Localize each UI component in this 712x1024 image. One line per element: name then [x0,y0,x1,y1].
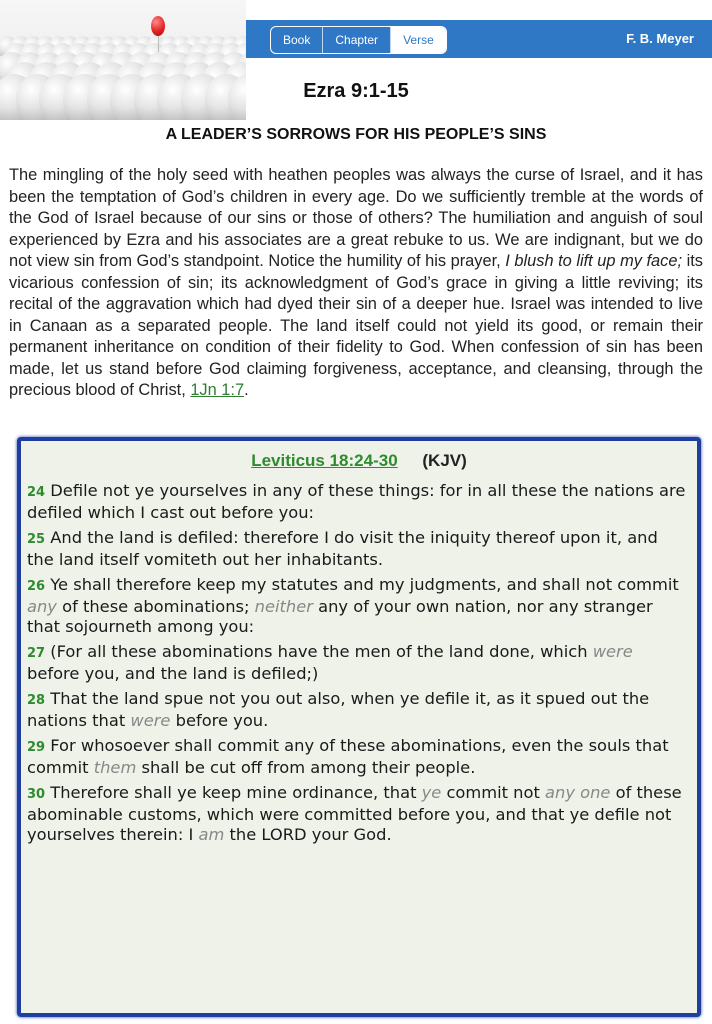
verse-28 [27,689,687,731]
author-name: F. B. Meyer [626,31,694,46]
verse-25 [27,528,687,570]
verse-number: 25 [27,532,46,547]
verse-text: of these abominable customs, which were committed before you, and that ye defile not yourselves therein: I [27,783,682,844]
verse-text: before you, and the land is defiled;) [27,664,319,683]
verse-29 [27,736,687,778]
verse-number: 28 [27,693,46,708]
verse-27 [27,642,687,684]
passage-title: Ezra 9:1-15 [303,80,409,102]
devotional-heading: A LEADER’S SORROWS FOR HIS PEOPLE’S SINS [165,126,547,143]
verse-text: Defile not ye yourselves in any of these things: for in all these the nations are defiled which I cast out before you: [27,481,686,522]
verse-number: 24 [27,485,46,500]
verse-number: 29 [27,740,46,755]
verse-italic-text: them [93,758,137,777]
verse-text: Therefore shall ye keep mine ordinance, that [45,783,422,802]
verse-text: of these abominations; [56,597,255,616]
verse-24 [27,481,687,523]
verse-italic-text: any one [545,783,611,802]
balloons-image [0,0,246,120]
red-balloon [151,16,165,36]
top-bar [246,20,712,58]
verse-text: And the land is defiled: therefore I do visit the iniquity thereof upon it, and the land itself vomiteth out her inhabitants. [27,528,658,569]
tab-chapter[interactable]: Chapter [323,27,391,53]
verse-italic-text: ye [421,783,442,802]
balloon-string [158,36,159,52]
devotional-body [9,165,703,402]
verse-text: shall be cut off from among their people. [136,758,476,777]
verse-italic-text: any [27,597,57,616]
kjv-header [21,451,697,471]
view-segmented-control [270,26,447,54]
verse-text: the LORD your God. [224,825,392,844]
verse-number: 27 [27,646,46,661]
verse-text: Ye shall therefore keep my statutes and my judgments, and shall not commit [45,575,679,594]
kjv-passage-box [17,437,701,1017]
verse-italic-text: am [198,825,225,844]
tab-verse[interactable]: Verse [391,27,446,53]
verse-30 [27,783,687,845]
body-quote: I blush to lift up my face; [505,252,683,270]
verse-italic-text: were [130,711,171,730]
verse-italic-text: were [592,642,633,661]
verse-text: before you. [170,711,269,730]
verse-text: any of your own nation, nor any stranger that sojourneth among you: [27,597,653,636]
verse-text: That the land spue not you out also, when ye defile it, as it spued out the nations that [27,689,650,730]
verse-text: commit not [441,783,546,802]
tab-book[interactable]: Book [271,27,323,53]
verse-text: For whosoever shall commit any of these abominations, even the souls that commit [27,736,669,777]
kjv-version: (KJV) [422,451,467,470]
verse-number: 30 [27,787,46,802]
body-text: The mingling of the holy seed with heathen peoples was always the curse of Israel, and it has been the temptation of God’s children in every age. Do we sufficiently tremble at the words of the God of Israel because of our sins or those of others? The humiliation and anguish of soul experienced by Ezra and his associates are a great rebuke to us. We are indignant, but we do not view sin from God’s standpoint. Notice the humility of his prayer, [9,166,703,270]
verse-text: (For all these abominations have the men of the land done, which [45,642,593,661]
body-text: . [244,381,249,399]
verse-number: 26 [27,579,46,594]
verse-list [21,471,697,845]
verse-26 [27,575,687,637]
verse-italic-text: neither [254,597,313,616]
body-text: its vicarious confession of sin; its acknowledgment of God’s grace in giving a little reviving; its recital of the aggravation which had dyed their sin of a deeper hue. Israel was intended to live in Canaan as a separated people. The land itself could not yield its good, or remain their permanent inheritance on condition of their fidelity to God. When confession of sin has been made, let us stand before God claiming forgiveness, acceptance, and cleansing, through the precious blood of Christ, [9,252,703,399]
kjv-reference[interactable]: Leviticus 18:24-30 [251,451,398,470]
scripture-link[interactable]: 1Jn 1:7 [190,381,245,399]
